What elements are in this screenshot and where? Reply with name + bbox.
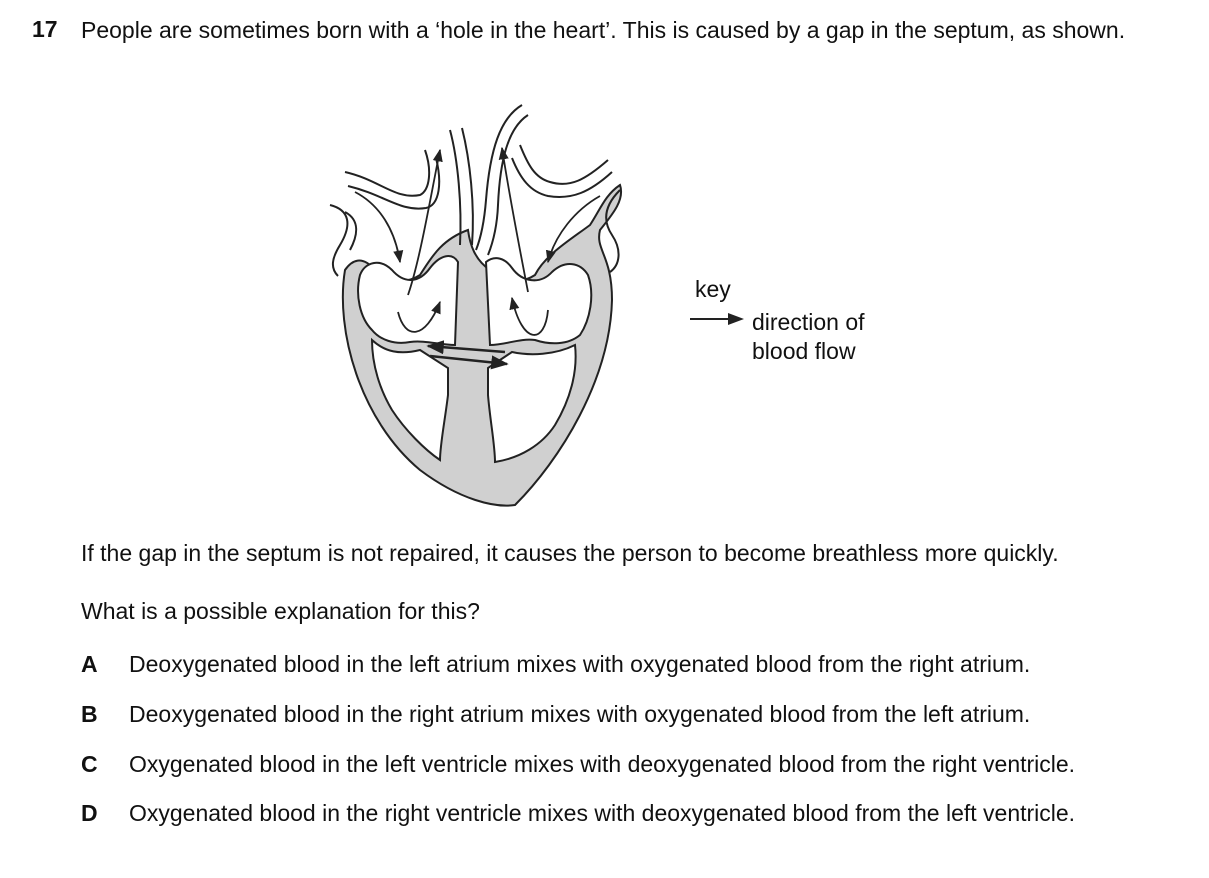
option-text: Deoxygenated blood in the right atrium mixes with oxygenated blood from the left atrium.	[129, 701, 1031, 727]
question-stem: People are sometimes born with a ‘hole in the heart’. This is caused by a gap in the septum, as shown.	[81, 17, 1126, 43]
option-d[interactable]	[81, 800, 1181, 830]
pulmonary-artery	[476, 105, 528, 255]
option-letter: C	[81, 751, 98, 777]
option-letter: B	[81, 701, 98, 727]
heart-diagram	[320, 100, 640, 515]
key-title: key	[695, 276, 731, 302]
option-text: Oxygenated blood in the right ventricle mixes with deoxygenated blood from the left ventricle.	[129, 800, 1076, 826]
diagram-key	[690, 276, 910, 376]
option-a[interactable]	[81, 651, 1181, 681]
option-text: Oxygenated blood in the left ventricle mixes with deoxygenated blood from the right ventricle.	[129, 751, 1076, 777]
key-arrow-icon	[690, 312, 746, 326]
option-c[interactable]	[81, 751, 1181, 781]
question-context: If the gap in the septum is not repaired, it causes the person to become breathless more quickly.	[81, 540, 1059, 566]
key-label-line1: direction of	[752, 309, 865, 335]
right-atrium	[358, 256, 458, 345]
option-text: Deoxygenated blood in the left atrium mixes with oxygenated blood from the right atrium.	[129, 651, 1031, 677]
question-prompt: What is a possible explanation for this?	[81, 598, 480, 624]
vessel-left-top	[345, 150, 439, 209]
aorta	[450, 128, 473, 245]
key-label-line2: blood flow	[752, 338, 856, 364]
question-number: 17	[32, 16, 58, 42]
option-b[interactable]	[81, 701, 1181, 731]
option-letter: D	[81, 800, 98, 826]
key-label	[752, 308, 865, 366]
option-letter: A	[81, 651, 98, 677]
vessel-right-top	[512, 145, 612, 197]
